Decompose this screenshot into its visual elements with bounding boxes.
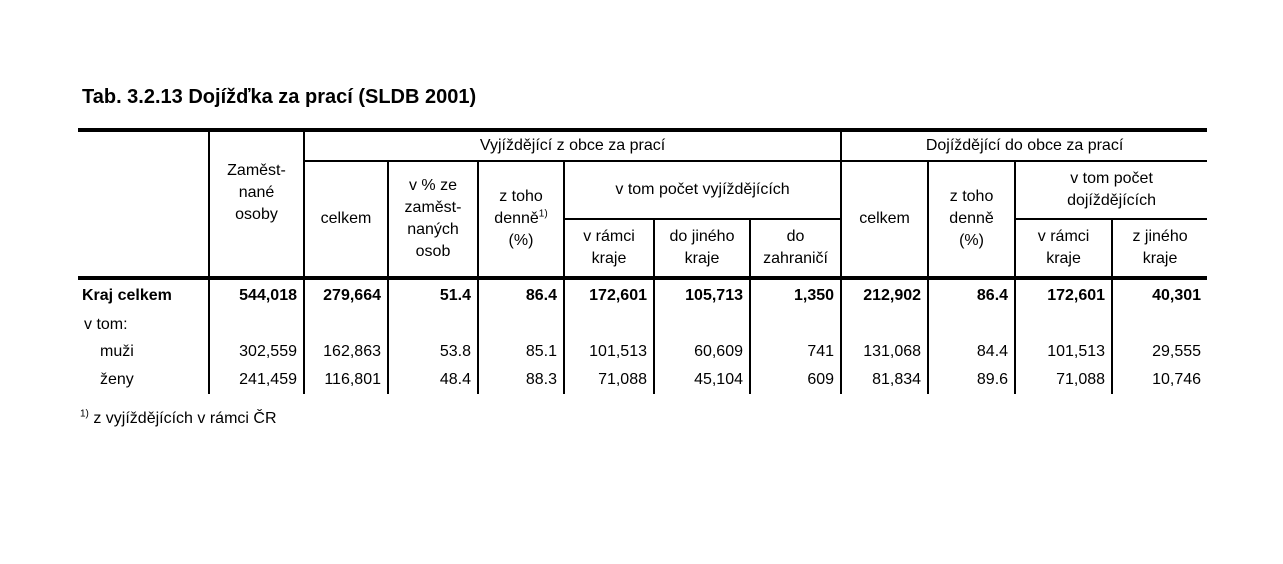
- cell: 279,664: [304, 278, 388, 312]
- cell: 10,746: [1112, 366, 1207, 394]
- header-v-celkem: celkem: [304, 161, 388, 278]
- header-v-denne: z toho denně$^{1)}$ (%): [478, 161, 564, 278]
- header-vyjizdejici-group: Vyjíždějící z obce za prací: [304, 130, 841, 161]
- cell: 71,088: [564, 366, 654, 394]
- header-v-ramci-kraje: v rámci kraje: [564, 219, 654, 278]
- cell: 81,834: [841, 366, 928, 394]
- cell: 101,513: [564, 338, 654, 366]
- cell: 51.4: [388, 278, 478, 312]
- cell: 60,609: [654, 338, 750, 366]
- header-v-jineho-kraje: do jiného kraje: [654, 219, 750, 278]
- header-zamestnane-osoby: Zaměst- nané osoby: [209, 130, 304, 278]
- cell: 86.4: [928, 278, 1015, 312]
- cell: 85.1: [478, 338, 564, 366]
- cell: 84.4: [928, 338, 1015, 366]
- cell: 45,104: [654, 366, 750, 394]
- header-dojizdejici-group: Dojíždějící do obce za prací: [841, 130, 1207, 161]
- cell: 105,713: [654, 278, 750, 312]
- cell: 544,018: [209, 278, 304, 312]
- cell: [304, 312, 388, 338]
- cell: 609: [750, 366, 841, 394]
- cell: 172,601: [1015, 278, 1112, 312]
- table-title: Tab. 3.2.13 Dojížďka za prací (SLDB 2001): [82, 86, 477, 108]
- cell: 88.3: [478, 366, 564, 394]
- cell: 29,555: [1112, 338, 1207, 366]
- table-row: [78, 312, 1207, 338]
- cell: 1,350: [750, 278, 841, 312]
- cell: 89.6: [928, 366, 1015, 394]
- cell: 48.4: [388, 366, 478, 394]
- cell: 302,559: [209, 338, 304, 366]
- row-label-header: [78, 130, 209, 278]
- footnote-mark: 1): [538, 208, 548, 220]
- cell: [564, 312, 654, 338]
- header-d-jineho-kraje: z jiného kraje: [1112, 219, 1207, 278]
- cell: 86.4: [478, 278, 564, 312]
- header-v-tom-pocet: v tom počet vyjíždějících: [564, 161, 841, 219]
- row-label: Kraj celkem: [82, 287, 172, 304]
- header-d-ramci-kraje: v rámci kraje: [1015, 219, 1112, 278]
- cell: [209, 312, 304, 338]
- cell: [388, 312, 478, 338]
- cell: 131,068: [841, 338, 928, 366]
- header-v-pct: v % ze zaměst- naných osob: [388, 161, 478, 278]
- cell: [841, 312, 928, 338]
- header-d-tom-pocet: v tom počet dojíždějících: [1015, 161, 1207, 219]
- cell: [750, 312, 841, 338]
- cell: 241,459: [209, 366, 304, 394]
- cell: 53.8: [388, 338, 478, 366]
- cell: 741: [750, 338, 841, 366]
- header-v-zahranici: do zahraničí: [750, 219, 841, 278]
- cell: [478, 312, 564, 338]
- cell: [1112, 312, 1207, 338]
- cell: 212,902: [841, 278, 928, 312]
- footnote: [80, 410, 277, 428]
- cell: 162,863: [304, 338, 388, 366]
- header-d-celkem: celkem: [841, 161, 928, 278]
- footnote-mark: 1): [80, 408, 89, 420]
- cell: [1015, 312, 1112, 338]
- cell: 116,801: [304, 366, 388, 394]
- commuting-table: [78, 128, 1207, 394]
- cell: 40,301: [1112, 278, 1207, 312]
- row-label: v tom:: [84, 316, 128, 333]
- footnote-text: z vyjíždějících v rámci ČR: [93, 410, 277, 427]
- cell: 71,088: [1015, 366, 1112, 394]
- cell: [654, 312, 750, 338]
- cell: [928, 312, 1015, 338]
- cell: 101,513: [1015, 338, 1112, 366]
- row-label: ženy: [100, 371, 134, 388]
- cell: 172,601: [564, 278, 654, 312]
- row-label: muži: [100, 343, 134, 360]
- table-row: [78, 338, 1207, 366]
- header-d-denne: z toho denně (%): [928, 161, 1015, 278]
- table-row: [78, 366, 1207, 394]
- table-row: [78, 278, 1207, 312]
